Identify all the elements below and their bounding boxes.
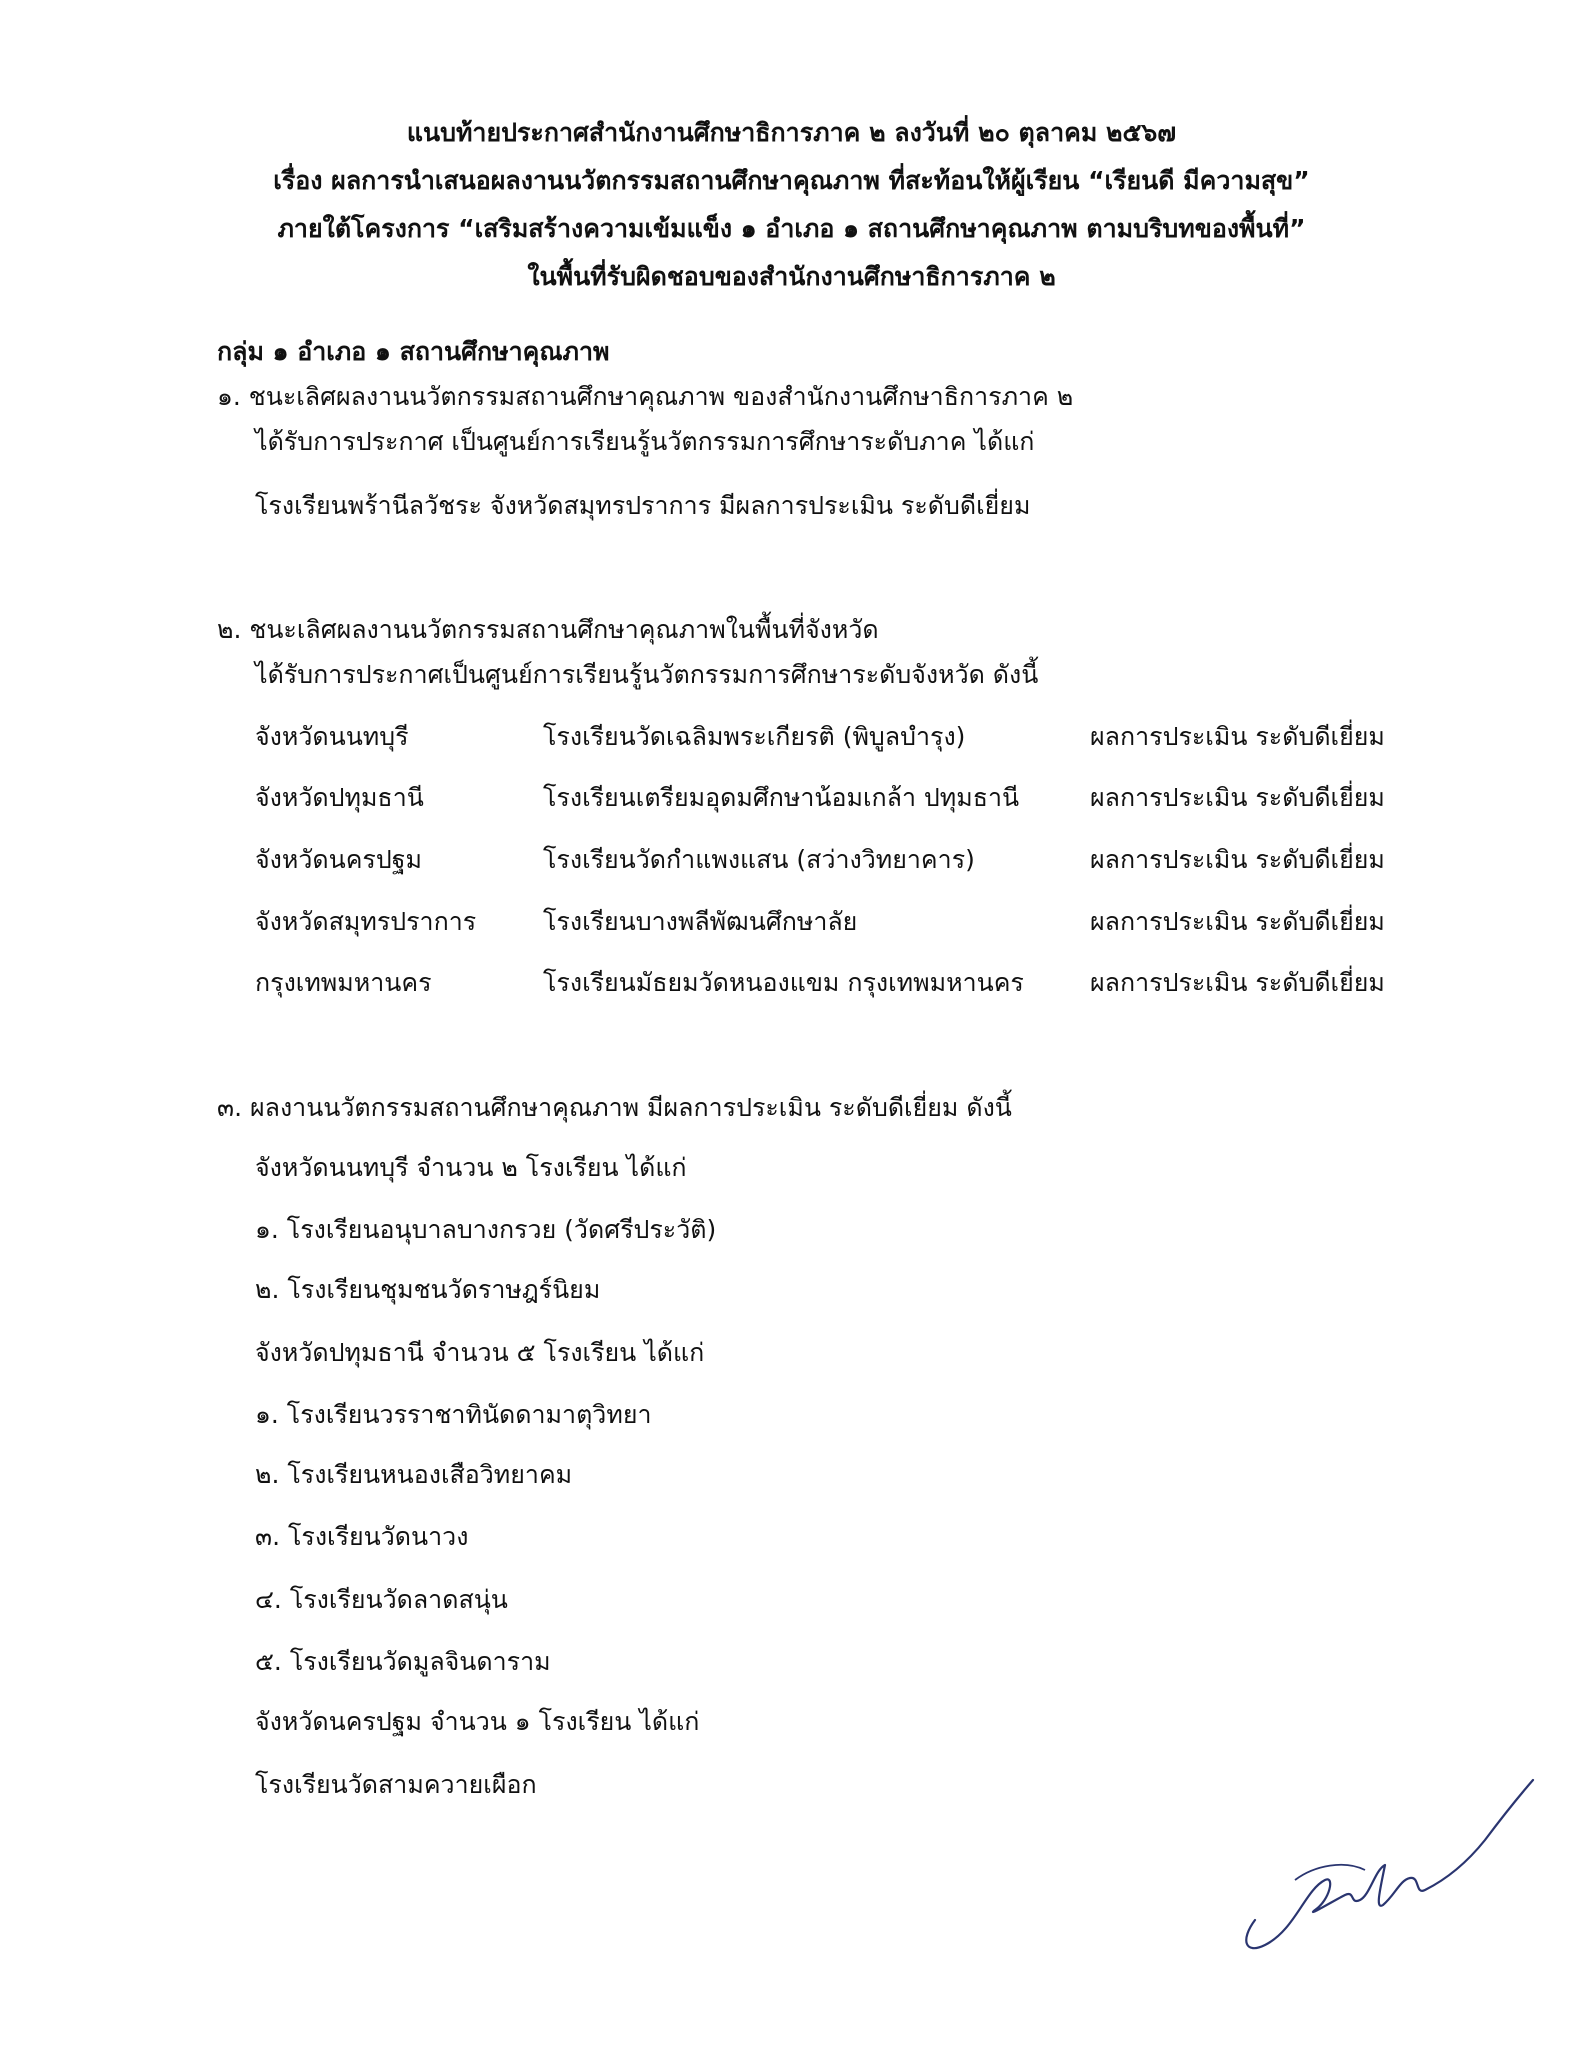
section-1-text: ได้รับการประกาศ เป็นศูนย์การเรียนรู้นวัตกรรมการศึกษาระดับภาค ได้แก่ — [255, 427, 1035, 456]
list-item: จังหวัดปทุมธานี จำนวน ๕ โรงเรียน ได้แก่ — [255, 1338, 705, 1367]
list-item: ๒. โรงเรียนชุมชนวัดราษฎร์นิยม — [255, 1275, 601, 1304]
section-2-title: ๒. ชนะเลิศผลงานนวัตกรรมสถานศึกษาคุณภาพในพื้นที่จังหวัด — [217, 615, 879, 644]
result: ผลการประเมิน ระดับดีเยี่ยม — [1090, 783, 1385, 812]
list-item: จังหวัดนครปฐม จำนวน ๑ โรงเรียน ได้แก่ — [255, 1707, 700, 1736]
province: จังหวัดสมุทรปราการ — [255, 907, 477, 936]
list-item: จังหวัดนนทบุรี จำนวน ๒ โรงเรียน ได้แก่ — [255, 1153, 687, 1182]
list-item: ๑. โรงเรียนวรราชาทินัดดามาตุวิทยา — [255, 1400, 652, 1429]
school: โรงเรียนวัดกำแพงแสน (สว่างวิทยาคาร) — [543, 845, 975, 874]
header-line: ในพื้นที่รับผิดชอบของสำนักงานศึกษาธิการภาค ๒ — [527, 262, 1056, 291]
province: จังหวัดนครปฐม — [255, 845, 422, 874]
section-2-text: ได้รับการประกาศเป็นศูนย์การเรียนรู้นวัตกรรมการศึกษาระดับจังหวัด ดังนี้ — [255, 660, 1039, 689]
result: ผลการประเมิน ระดับดีเยี่ยม — [1090, 845, 1385, 874]
list-item: ๑. โรงเรียนอนุบาลบางกรวย (วัดศรีประวัติ) — [255, 1215, 717, 1244]
school: โรงเรียนบางพลีพัฒนศึกษาลัย — [543, 907, 858, 936]
school: โรงเรียนวัดเฉลิมพระเกียรติ (พิบูลบำรุง) — [543, 722, 966, 751]
result: ผลการประเมิน ระดับดีเยี่ยม — [1090, 907, 1385, 936]
result: ผลการประเมิน ระดับดีเยี่ยม — [1090, 722, 1385, 751]
header-line: เรื่อง ผลการนำเสนอผลงานนวัตกรรมสถานศึกษาคุณภาพ ที่สะท้อนให้ผู้เรียน “เรียนดี มีความสุข” — [273, 166, 1310, 195]
list-item: โรงเรียนวัดสามควายเผือก — [255, 1770, 537, 1799]
header-line: แนบท้ายประกาศสำนักงานศึกษาธิการภาค ๒ ลงวันที่ ๒๐ ตุลาคม ๒๕๖๗ — [406, 118, 1177, 147]
result: ผลการประเมิน ระดับดีเยี่ยม — [1090, 968, 1385, 997]
section-3-title: ๓. ผลงานนวัตกรรมสถานศึกษาคุณภาพ มีผลการประเมิน ระดับดีเยี่ยม ดังนี้ — [217, 1093, 1012, 1122]
list-item: ๔. โรงเรียนวัดลาดสนุ่น — [255, 1585, 508, 1614]
province: จังหวัดปทุมธานี — [255, 783, 424, 812]
list-item: ๕. โรงเรียนวัดมูลจินดาราม — [255, 1647, 551, 1676]
school: โรงเรียนเตรียมอุดมศึกษาน้อมเกล้า ปทุมธานี — [543, 783, 1020, 812]
section-1-title: ๑. ชนะเลิศผลงานนวัตกรรมสถานศึกษาคุณภาพ ของสำนักงานศึกษาธิการภาค ๒ — [217, 382, 1074, 411]
province: จังหวัดนนทบุรี — [255, 722, 409, 751]
group-heading: กลุ่ม ๑ อำเภอ ๑ สถานศึกษาคุณภาพ — [217, 337, 610, 366]
header-line: ภายใต้โครงการ “เสริมสร้างความเข้มแข็ง ๑ อำเภอ ๑ สถานศึกษาคุณภาพ ตามบริบทของพื้นที่” — [277, 214, 1306, 243]
school: โรงเรียนมัธยมวัดหนองแขม กรุงเทพมหานคร — [543, 968, 1024, 997]
section-1-winner: โรงเรียนพร้านีลวัชระ จังหวัดสมุทรปราการ มีผลการประเมิน ระดับดีเยี่ยม — [255, 491, 1031, 520]
province: กรุงเทพมหานคร — [255, 968, 432, 997]
list-item: ๓. โรงเรียนวัดนาวง — [255, 1522, 469, 1551]
signature — [1235, 1770, 1535, 1960]
list-item: ๒. โรงเรียนหนองเสือวิทยาคม — [255, 1460, 573, 1489]
